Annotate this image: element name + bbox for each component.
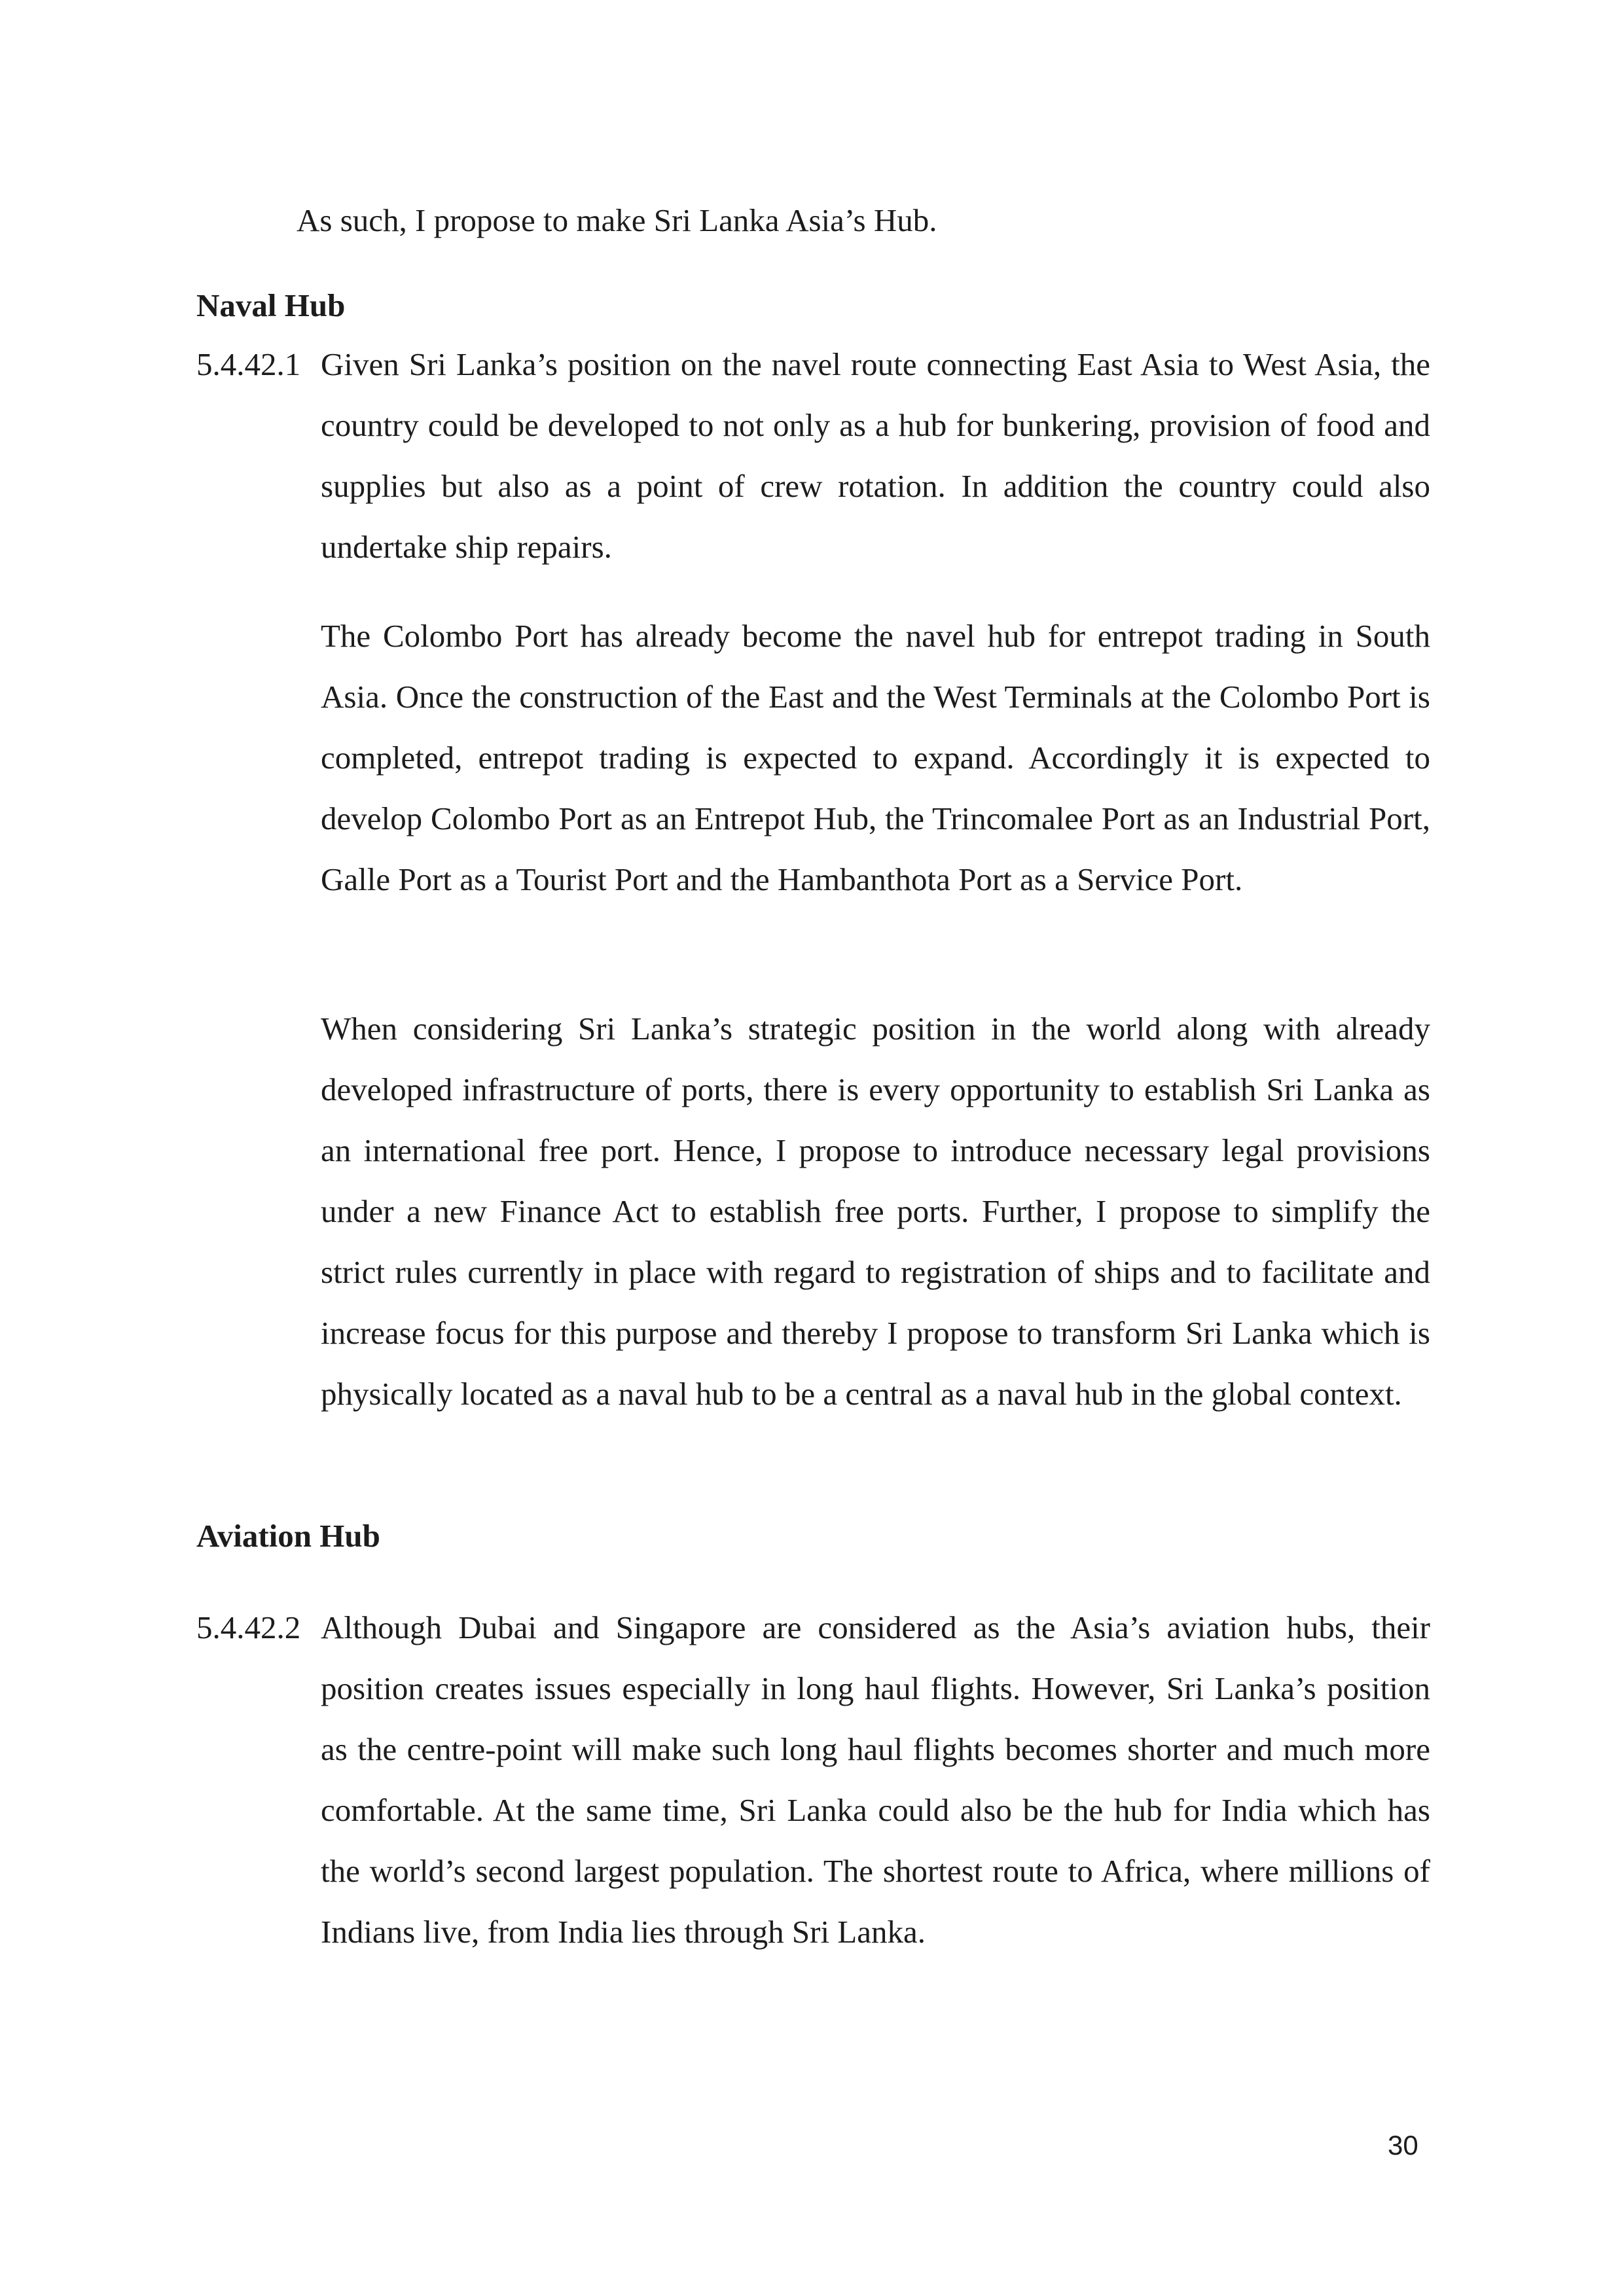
- heading-naval-hub: Naval Hub: [196, 287, 346, 323]
- section-number-aviation: 5.4.42.2: [196, 1609, 301, 1645]
- paragraph-naval-crew-rotation: Given Sri Lanka’s position on the navel route connecting East Asia to West Asia, the country could be developed to not only as a hub for bunkering, provision of food and supplies but also as a point of crew rotation. In addition the country could also undertake ship repairs.: [321, 346, 1430, 565]
- page-number: 30: [1388, 2130, 1418, 2161]
- intro-line: As such, I propose to make Sri Lanka Asia’s Hub.: [297, 202, 937, 238]
- section-number-naval: 5.4.42.1: [196, 346, 301, 382]
- paragraph-aviation: Although Dubai and Singapore are considered as the Asia’s aviation hubs, their position creates issues especially in long haul flights. However, Sri Lanka’s position as the centre-point will make such long haul flights becomes shorter and much more comfortable. At the same time, Sri Lanka could also be the hub for India which has the world’s second largest population. The shortest route to Africa, where millions of Indians live, from India lies through Sri Lanka.: [321, 1609, 1430, 1950]
- paragraph-colombo-port: The Colombo Port has already become the navel hub for entrepot trading in South Asia. Once the construction of the East and the West Terminals at the Colombo Port is completed, entrepot trading is expected to expand. Accordingly it is expected to develop Colombo Port as an Entrepot Hub, the Trincomalee Port as an Industrial Port, Galle Port as a Tourist Port and the Hambanthota Port as a Service Port.: [321, 618, 1430, 897]
- heading-aviation-hub: Aviation Hub: [196, 1518, 380, 1554]
- paragraph-free-port: When considering Sri Lanka’s strategic position in the world along with already developed infrastructure of ports, there is every opportunity to establish Sri Lanka as an international free port. Hence, I propose to introduce necessary legal provisions under a new Finance Act to establish free ports. Further, I propose to simplify the strict rules currently in place with regard to registration of ships and to facilitate and increase focus for this purpose and thereby I propose to transform Sri Lanka which is physically located as a naval hub to be a central as a naval hub in the global context.: [321, 1011, 1430, 1412]
